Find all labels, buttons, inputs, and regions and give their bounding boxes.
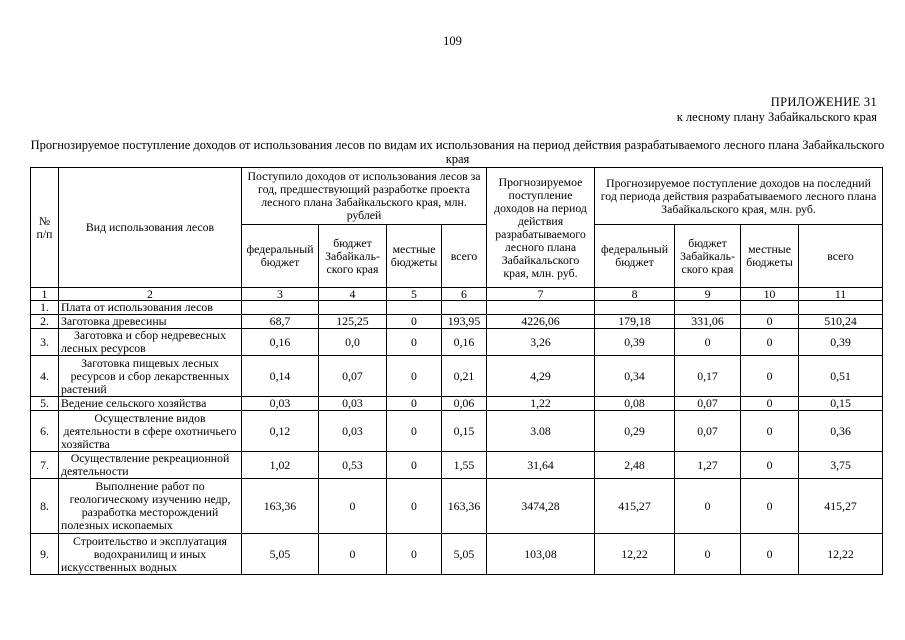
cell-total-last: 0,15 — [799, 397, 883, 411]
cell-local-last: 0 — [741, 534, 799, 575]
row-number: 6. — [31, 411, 59, 452]
cell-federal: 163,36 — [242, 479, 319, 534]
cell-local — [387, 301, 442, 315]
cell-regional: 0 — [319, 479, 387, 534]
cell-local-last: 0 — [741, 479, 799, 534]
column-number: 1 — [31, 288, 59, 301]
cell-forecast-period: 3.08 — [487, 411, 595, 452]
cell-federal: 5,05 — [242, 534, 319, 575]
cell-forecast-period: 1,22 — [487, 397, 595, 411]
cell-regional: 0,03 — [319, 397, 387, 411]
cell-federal: 0,14 — [242, 356, 319, 397]
header-received-group: Поступило доходов от использования лесов за год, предшествующий разработке проекта лесного плана Забайкальского края, млн. рублей — [242, 168, 487, 225]
cell-total-last: 415,27 — [799, 479, 883, 534]
cell-regional-last: 0 — [675, 534, 741, 575]
row-name: Заготовка и сбор недревесных лесных ресурсов — [59, 329, 242, 356]
cell-total — [442, 301, 487, 315]
column-number: 3 — [242, 288, 319, 301]
cell-regional: 0,0 — [319, 329, 387, 356]
revenue-table — [30, 167, 883, 575]
table-row — [31, 452, 883, 479]
cell-forecast-period: 4,29 — [487, 356, 595, 397]
cell-total-last: 3,75 — [799, 452, 883, 479]
cell-regional-last: 331,06 — [675, 315, 741, 329]
table-row — [31, 356, 883, 397]
column-number: 5 — [387, 288, 442, 301]
cell-federal-last: 2,48 — [595, 452, 675, 479]
row-name: Осуществление рекреационной деятельности — [59, 452, 242, 479]
table-row — [31, 329, 883, 356]
cell-local-last: 0 — [741, 397, 799, 411]
cell-regional-last: 0,07 — [675, 397, 741, 411]
header-local-2: местные бюджеты — [741, 225, 799, 288]
cell-regional-last: 1,27 — [675, 452, 741, 479]
cell-total-last: 0,39 — [799, 329, 883, 356]
cell-regional — [319, 301, 387, 315]
cell-local: 0 — [387, 452, 442, 479]
cell-regional: 125,25 — [319, 315, 387, 329]
table-row — [31, 479, 883, 534]
header-local: местные бюджеты — [387, 225, 442, 288]
header-type: Вид использования лесов — [59, 168, 242, 288]
column-number: 11 — [799, 288, 883, 301]
cell-federal: 0,16 — [242, 329, 319, 356]
cell-forecast-period: 4226,06 — [487, 315, 595, 329]
cell-local: 0 — [387, 329, 442, 356]
cell-local: 0 — [387, 397, 442, 411]
row-number: 5. — [31, 397, 59, 411]
cell-total: 163,36 — [442, 479, 487, 534]
header-num: № п/п — [31, 168, 59, 288]
cell-federal: 0,12 — [242, 411, 319, 452]
cell-forecast-period: 3474,28 — [487, 479, 595, 534]
cell-local-last: 0 — [741, 452, 799, 479]
column-number: 7 — [487, 288, 595, 301]
column-number: 8 — [595, 288, 675, 301]
cell-forecast-period — [487, 301, 595, 315]
cell-regional: 0,03 — [319, 411, 387, 452]
cell-total: 0,15 — [442, 411, 487, 452]
cell-federal-last: 0,39 — [595, 329, 675, 356]
cell-total: 1,55 — [442, 452, 487, 479]
row-name: Заготовка древесины — [59, 315, 242, 329]
cell-total: 5,05 — [442, 534, 487, 575]
cell-federal-last: 0,29 — [595, 411, 675, 452]
cell-local-last: 0 — [741, 356, 799, 397]
column-number: 9 — [675, 288, 741, 301]
cell-forecast-period: 103,08 — [487, 534, 595, 575]
cell-local: 0 — [387, 534, 442, 575]
cell-federal-last: 179,18 — [595, 315, 675, 329]
row-name: Заготовка пищевых лесных ресурсов и сбор лекарственных растений — [59, 356, 242, 397]
header-forecast-last-group: Прогнозируемое поступление доходов на последний год периода действия разрабатываемого лесного плана Забайкальского края, млн. руб. — [595, 168, 883, 225]
cell-total-last — [799, 301, 883, 315]
cell-federal-last — [595, 301, 675, 315]
cell-total-last: 510,24 — [799, 315, 883, 329]
header-total-2: всего — [799, 225, 883, 288]
appendix-label — [677, 95, 877, 125]
cell-federal: 1,02 — [242, 452, 319, 479]
header-forecast-period: Прогнозируемое поступление доходов на период действия разрабатываемого лесного плана Забайкальского края, млн. руб. — [487, 168, 595, 288]
row-name: Выполнение работ по геологическому изучению недр, разработка месторождений полезных ископаемых — [59, 479, 242, 534]
row-name: Строительство и эксплуатация водохранилищ и иных искусственных водных — [59, 534, 242, 575]
cell-federal: 0,03 — [242, 397, 319, 411]
header-total: всего — [442, 225, 487, 288]
cell-local: 0 — [387, 479, 442, 534]
document-title: Прогнозируемое поступление доходов от использования лесов по видам их использования на период действия разрабатываемого лесного плана Забайкальского края — [30, 138, 885, 166]
cell-federal-last: 415,27 — [595, 479, 675, 534]
row-number: 9. — [31, 534, 59, 575]
appendix-subtitle: к лесному плану Забайкальского края — [676, 110, 877, 124]
cell-local-last: 0 — [741, 315, 799, 329]
cell-total-last: 0,36 — [799, 411, 883, 452]
table-row — [31, 301, 883, 315]
cell-federal-last: 0,34 — [595, 356, 675, 397]
cell-local: 0 — [387, 411, 442, 452]
cell-total: 0,16 — [442, 329, 487, 356]
cell-federal-last: 12,22 — [595, 534, 675, 575]
row-number: 2. — [31, 315, 59, 329]
cell-regional: 0 — [319, 534, 387, 575]
page-number: 109 — [443, 34, 462, 48]
cell-forecast-period: 3,26 — [487, 329, 595, 356]
cell-regional-last — [675, 301, 741, 315]
cell-federal — [242, 301, 319, 315]
cell-regional-last: 0,17 — [675, 356, 741, 397]
header-federal-2: федеральный бюджет — [595, 225, 675, 288]
cell-local: 0 — [387, 315, 442, 329]
cell-federal: 68,7 — [242, 315, 319, 329]
cell-regional-last: 0 — [675, 479, 741, 534]
row-name: Плата от использования лесов — [59, 301, 242, 315]
cell-federal-last: 0,08 — [595, 397, 675, 411]
row-number: 3. — [31, 329, 59, 356]
cell-total: 193,95 — [442, 315, 487, 329]
appendix-title: ПРИЛОЖЕНИЕ 31 — [770, 95, 877, 109]
table-row — [31, 411, 883, 452]
row-number: 4. — [31, 356, 59, 397]
cell-forecast-period: 31,64 — [487, 452, 595, 479]
row-name: Осуществление видов деятельности в сфере охотничьего хозяйства — [59, 411, 242, 452]
cell-local: 0 — [387, 356, 442, 397]
cell-local-last: 0 — [741, 329, 799, 356]
cell-total: 0,06 — [442, 397, 487, 411]
column-number: 4 — [319, 288, 387, 301]
column-number: 10 — [741, 288, 799, 301]
header-federal: федеральный бюджет — [242, 225, 319, 288]
table-row — [31, 315, 883, 329]
cell-local-last — [741, 301, 799, 315]
header-regional: бюджет Забайкаль-ского края — [319, 225, 387, 288]
row-number: 7. — [31, 452, 59, 479]
header-regional-2: бюджет Забайкаль-ского края — [675, 225, 741, 288]
column-number: 6 — [442, 288, 487, 301]
row-name: Ведение сельского хозяйства — [59, 397, 242, 411]
row-number: 1. — [31, 301, 59, 315]
cell-regional-last: 0 — [675, 329, 741, 356]
column-number: 2 — [59, 288, 242, 301]
cell-local-last: 0 — [741, 411, 799, 452]
cell-regional-last: 0,07 — [675, 411, 741, 452]
table-row — [31, 534, 883, 575]
cell-total-last: 12,22 — [799, 534, 883, 575]
table-row — [31, 397, 883, 411]
cell-regional: 0,53 — [319, 452, 387, 479]
cell-total: 0,21 — [442, 356, 487, 397]
cell-regional: 0,07 — [319, 356, 387, 397]
cell-total-last: 0,51 — [799, 356, 883, 397]
column-number-row — [31, 288, 883, 301]
row-number: 8. — [31, 479, 59, 534]
